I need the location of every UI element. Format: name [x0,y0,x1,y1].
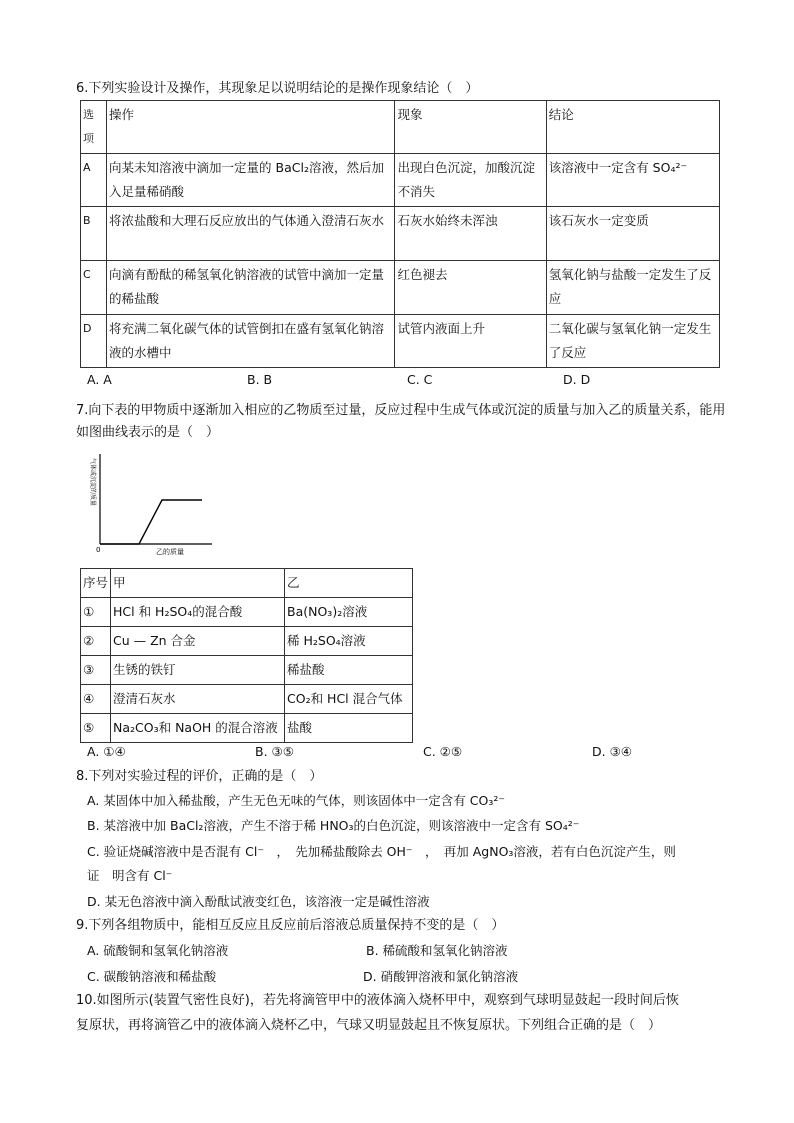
q8-option-d[interactable]: D. 某无色溶液中滴入酚酞试液变红色，该溶液一定是碱性溶液 [87,894,430,909]
q7-option-b[interactable]: B. ③⑤ [255,744,294,759]
q8-option-b[interactable]: B. 某溶液中加 BaCl₂溶液，产生不溶于稀 HNO₃的白色沉淀，则该溶液中一定含有 SO₄²⁻ [87,818,580,833]
q7-row-no: ③ [81,656,111,685]
q6-row-op: 向滴有酚酞的稀氢氧化钠溶液的试管中滴加一定量的稀盐酸 [107,261,395,315]
q7-row-yi: 稀 H₂SO₄溶液 [285,627,413,656]
q10-stem-line1: 10.如图所示(装置气密性良好)，若先将滴管甲中的液体滴入烧杯甲中，观察到气球明显鼓起一段时间后恢 [76,993,679,1008]
q7-stem: 7.向下表的甲物质中逐渐加入相应的乙物质至过量，反应过程中生成气体或沉淀的质量与加入乙的质量关系，能用如图曲线表示的是（ ） [76,403,726,440]
q7-option-a[interactable]: A. ①④ [87,744,126,759]
q7-graph-xlabel: 乙的质量 [156,548,184,556]
q6-row-key: B [81,207,107,261]
q8-option-a[interactable]: A. 某固体中加入稀盐酸，产生无色无味的气体，则该固体中一定含有 CO₃²⁻ [87,793,505,808]
q6-row-key: D [81,315,107,368]
q6-row-phen: 红色褪去 [395,261,546,315]
q6-row-concl: 该石灰水一定变质 [546,207,719,261]
q6-row-phen: 石灰水始终未浑浊 [395,207,546,261]
q7-row-yi: Ba(NO₃)₂溶液 [285,598,413,627]
q6-row-concl: 氢氧化钠与盐酸一定发生了反应 [546,261,719,315]
q6-row-op: 向某未知溶液中滴加一定量的 BaCl₂溶液，然后加入足量稀硝酸 [107,154,395,207]
q9-option-b[interactable]: B. 稀硫酸和氢氧化钠溶液 [366,943,508,958]
q6-header-key: 选项 [81,101,107,154]
q6-row-key: A [81,154,107,207]
q7-row-jia: HCl 和 H₂SO₄的混合酸 [111,598,285,627]
q7-row-jia: 澄清石灰水 [111,685,285,714]
q9-option-a[interactable]: A. 硫酸铜和氢氧化钠溶液 [87,943,229,958]
q7-header-no: 序号 [81,569,111,598]
q7-graph-ylabel: 气体或沉淀的质量 [89,458,96,507]
q7-graph [84,452,214,558]
q6-header-concl: 结论 [546,101,719,154]
q7-graph-origin: 0 [96,546,101,554]
q6-row-op: 将充满二氧化碳气体的试管倒扣在盛有氢氧化钠溶液的水槽中 [107,315,395,368]
q9-option-c[interactable]: C. 碳酸钠溶液和稀盐酸 [87,969,217,984]
q6-option-b[interactable]: B. B [247,372,273,387]
q9-stem: 9.下列各组物质中，能相互反应且反应前后溶液总质量保持不变的是（ ） [76,918,505,933]
q7-row-jia: Cu — Zn 合金 [111,627,285,656]
q7-row-no: ④ [81,685,111,714]
q6-option-a[interactable]: A. A [87,372,112,387]
q7-option-c[interactable]: C. ②⑤ [423,744,463,759]
q6-stem: 6.下列实验设计及操作，其现象足以说明结论的是操作现象结论（ ） [76,81,479,96]
q6-row-phen: 试管内液面上升 [395,315,546,368]
q6-option-d[interactable]: D. D [563,372,591,387]
q10-stem-line2: 复原状，再将滴管乙中的液体滴入烧杯乙中，气球又明显鼓起且不恢复原状。下列组合正确的是（ ） [76,1018,662,1033]
q7-row-no: ⑤ [81,714,111,743]
q7-row-jia: 生锈的铁钉 [111,656,285,685]
q6-row-key: C [81,261,107,315]
q7-row-jia: Na₂CO₃和 NaOH 的混合溶液 [111,714,285,743]
q8-option-c[interactable]: C. 验证烧碱溶液中是否混有 Cl⁻ ， 先加稀盐酸除去 OH⁻ ， 再加 AgNO₃溶液，若有白色沉淀产生，则 [87,844,676,859]
q7-row-no: ② [81,627,111,656]
q7-option-d[interactable]: D. ③④ [592,744,632,759]
q8-option-c-cont: 证 明含有 Cl⁻ [87,868,173,883]
q6-table [80,100,720,368]
q6-row-op: 将浓盐酸和大理石反应放出的气体通入澄清石灰水 [107,207,395,261]
q6-row-phen: 出现白色沉淀，加酸沉淀不消失 [395,154,546,207]
q6-option-c[interactable]: C. C [407,372,433,387]
q6-row-concl: 二氧化碳与氢氧化钠一定发生了反应 [546,315,719,368]
q6-header-op: 操作 [107,101,395,154]
q7-header-jia: 甲 [111,569,285,598]
q7-row-yi: 稀盐酸 [285,656,413,685]
q8-stem: 8.下列对实验过程的评价，正确的是（ ） [76,769,323,784]
q7-row-yi: 盐酸 [285,714,413,743]
q6-row-concl: 该溶液中一定含有 SO₄²⁻ [546,154,719,207]
q7-row-yi: CO₂和 HCl 混合气体 [285,685,413,714]
q6-header-phen: 现象 [395,101,546,154]
q9-option-d[interactable]: D. 硝酸钾溶液和氯化钠溶液 [363,969,519,984]
q7-header-yi: 乙 [285,569,413,598]
q7-row-no: ① [81,598,111,627]
q7-table [80,568,413,743]
